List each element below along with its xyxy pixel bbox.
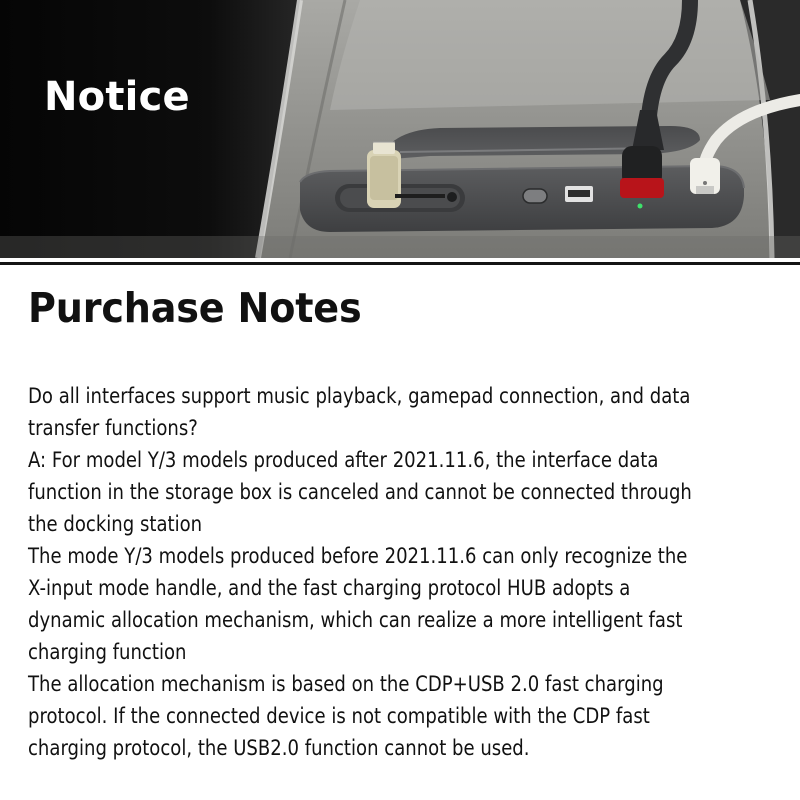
note-answer-before: The mode Y/3 models produced before 2021.11.6 can only recognize the X-input mode handle, and the fast charging protocol HUB adopts a dynamic allocation mechanism, which can realize a more intelligent fast charging function bbox=[28, 544, 688, 664]
docking-station-photo bbox=[0, 0, 800, 258]
note-allocation: The allocation mechanism is based on the CDP+USB 2.0 fast charging protocol. If the connected device is not compatible with the CDP fast charging protocol, the USB2.0 function cannot be used. bbox=[28, 672, 664, 760]
note-question: Do all interfaces support music playback, gamepad connection, and data transfer functions? bbox=[28, 384, 691, 440]
notice-banner bbox=[0, 0, 800, 258]
purchase-notes-heading: Purchase Notes bbox=[28, 284, 362, 332]
section-divider bbox=[0, 262, 800, 265]
notice-title: Notice bbox=[44, 74, 190, 120]
note-answer-after: A: For model Y/3 models produced after 2021.11.6, the interface data function in the storage box is canceled and cannot be connected through the docking station bbox=[28, 448, 692, 536]
notes-body bbox=[28, 380, 707, 764]
